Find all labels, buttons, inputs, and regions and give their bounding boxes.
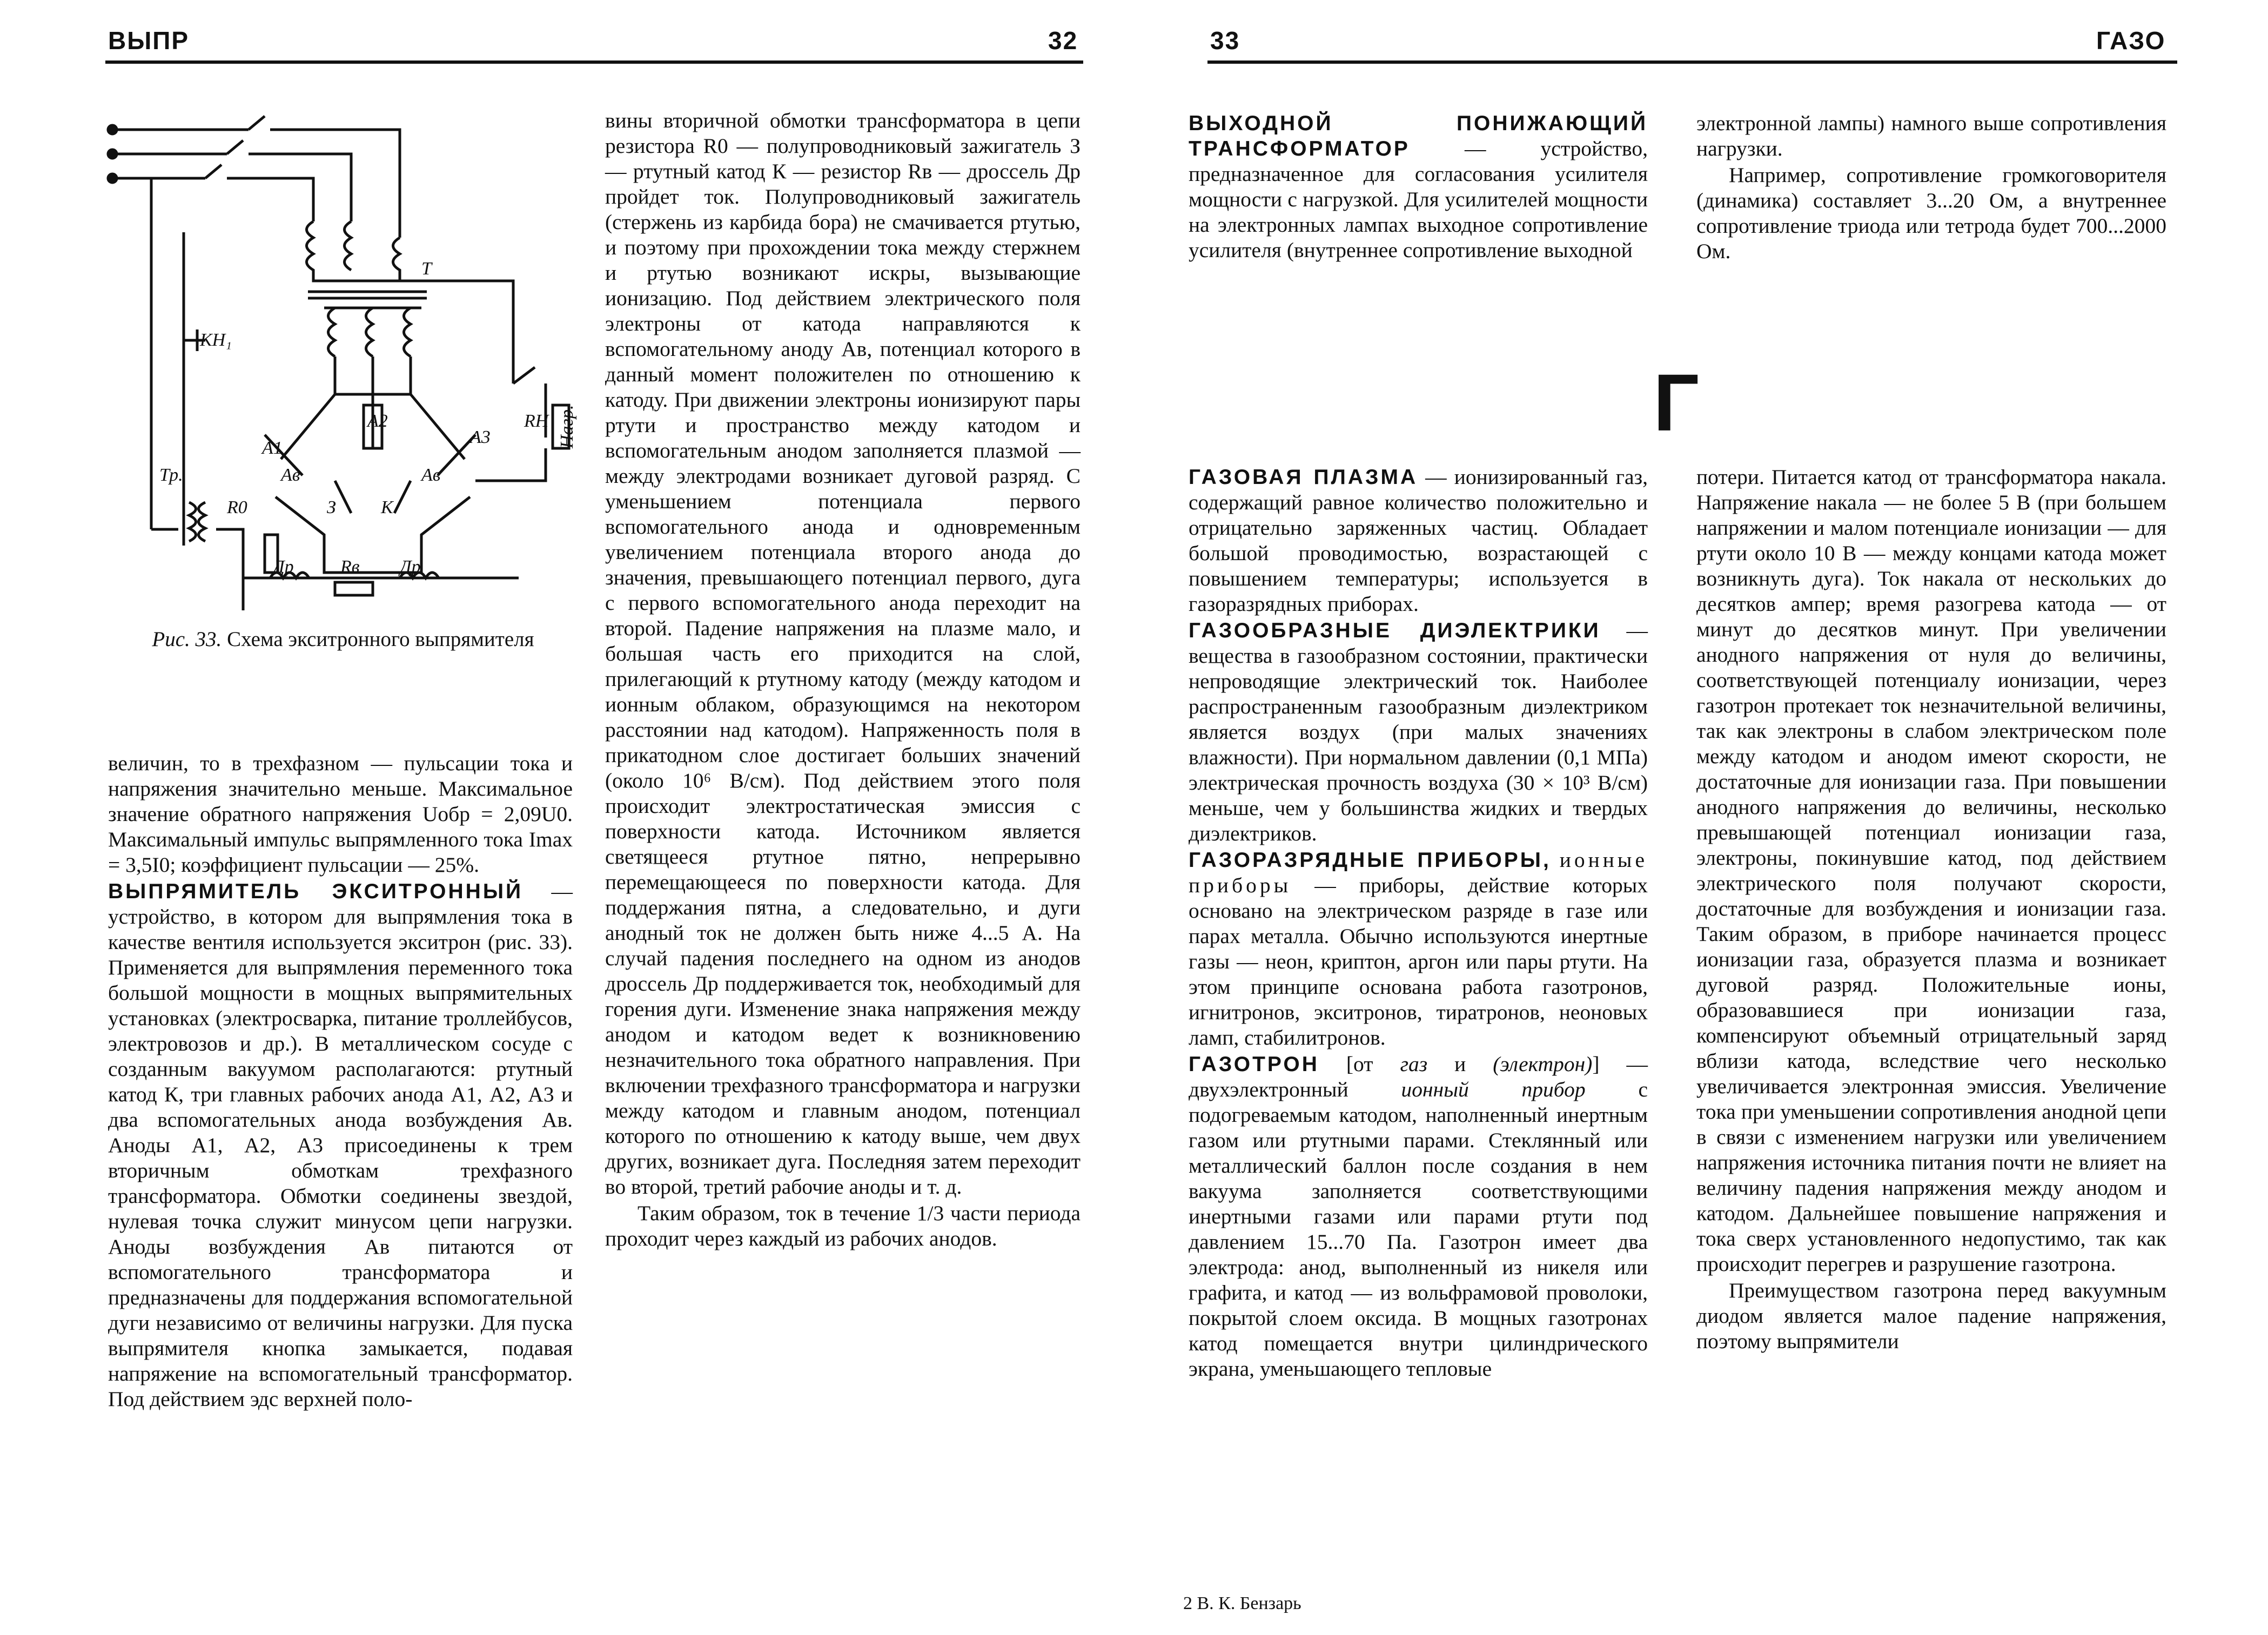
label-z: З <box>327 497 336 517</box>
entry-rectifier-term: ВЫПРЯМИТЕЛЬ ЭКСИТРОННЫЙ <box>108 880 524 903</box>
header-rule-left <box>105 60 1083 64</box>
column-4-top-text: электронной лампы) намного выше сопротивления нагрузки. <box>1696 111 2166 160</box>
label-a1: А1 <box>262 438 283 458</box>
entry-transformer-term: ВЫХОДНОЙ ПОНИЖАЮЩИЙ ТРАНСФОРМАТОР <box>1189 112 1648 160</box>
label-k: К <box>381 497 393 517</box>
entry-gasotron-body: с подогреваемым катодом, наполненный инертным газом или ртутными парами. Стеклянный или металлический баллон после создания в нем вакуума заполняется соответствующими инертными газами или парами ртути под давлением 15...70 Па. Газотрон имеет два электрода: анод, выполненный из никеля или графита, и катод — из вольфрамовой проволоки, покрытой слоем оксида. В мощных газотронах катод помещается внутри цилиндрического экрана, уменьшающего тепловые <box>1189 1078 1648 1381</box>
column-2-final: Таким образом, ток в течение 1/3 части периода проходит через каждый из рабочих анодов. <box>605 1201 1081 1250</box>
label-rv: Rв <box>340 557 360 577</box>
entry-gas-plasma-body: — ионизированный газ, содержащий равное количество положительно и отрицательно заряженных частиц. Обладает большой проводимостью, возрастающей с повышением температуры; используется в газоразрядных приборах. <box>1189 465 1648 616</box>
entry-transformer-body: — устройство, предназначенное для согласования усилителя мощности с нагрузкой. Для усилителей мощности на электронных лампах выходное сопротивление усилителя (внутреннее сопротивление выходной <box>1189 137 1648 262</box>
signature-footnote: 2 В. К. Бензарь <box>1183 1593 1301 1613</box>
column-4-top <box>1696 111 2166 264</box>
label-av-right: Ав <box>421 465 441 485</box>
figure-caption-text: Схема экситронного выпрямителя <box>227 628 534 651</box>
rectifier-schematic <box>97 103 616 610</box>
label-t: Т <box>421 259 432 279</box>
entry-gasotron-term: ГАЗОТРОН <box>1189 1053 1319 1076</box>
column-4 <box>1696 465 2166 1354</box>
figure-caption <box>108 627 578 652</box>
label-av-left: Ав <box>281 465 300 485</box>
entry-gas-plasma-term: ГАЗОВАЯ ПЛАЗМА <box>1189 466 1418 489</box>
label-r0: R0 <box>227 497 247 517</box>
label-tr: Тр. <box>159 465 183 485</box>
entry-gas-discharge-devices-alias: ионные приборы <box>1189 848 1648 897</box>
label-rn: RН <box>524 411 549 431</box>
running-head-left: ВЫПР <box>108 26 189 55</box>
entry-gas-dielectrics-body: — вещества в газообразном состоянии, практически непроводящие электрический ток. Наиболее распространенным газообразным диэлектриком является воздух (при малых значениях влажности). При нормальном давлении (0,1 МПа) электрическая прочность воздуха (30 × 10³ В/см) меньше, чем у большинства жидких и твердых диэлектриков. <box>1189 618 1648 845</box>
label-dr-right: Др <box>400 557 421 577</box>
entry-rectifier <box>108 879 573 1412</box>
column-1 <box>108 751 573 1412</box>
entry-gas-discharge-devices <box>1189 847 1648 1051</box>
section-letter: Г <box>1653 357 1700 448</box>
column-3-top <box>1189 111 1648 263</box>
column-2-text: вины вторичной обмотки трансформатора в цепи резистора R0 — полупроводниковый зажигатель З — ртутный катод К — резистор Rв — дроссель Др пройдет ток. Полупроводниковый зажигатель (стержень из карбида бора) не смачивается ртутью, и поэтому при прохождении тока между стержнем и ртутью возникают искры, вызывающие ионизацию. Под действием электрического поля электроны от катода направляются к вспомогательному аноду Ав, потенциал которого в данный момент положителен по отношению к катоду. При движении электроны ионизируют пары ртути и пространство между катодом и вспомогательным анодом заполняется плазмой — между электродами возникает дуговой разряд. С уменьшением потенциала первого вспомогательного анода и одновременным увеличением потенциала второго анода до значения, превышающего потенциал первого, дуга с первого вспомогательного анода переходит на второй. Падение напряжения на плазме мало, и большая часть его приходится на слой, прилегающий к ртутному катоду (между катодом и ионным облаком, образующимся на некотором расстоянии над катодом). Напряженность поля в прикатодном слое достигает больших значений (около 10⁶ В/см). Под действием этого поля происходит электростатическая эмиссия с поверхности катода. Источником является светящееся ртутное пятно, непрерывно перемещающееся по поверхности катода. Для поддержания пятна, а следовательно, и дуги анодный ток не должен быть ниже 4...5 А. На случай падения последнего на одном из анодов дроссель Др поддерживается ток, необходимый для горения дуги. Изменение знака напряжения между анодом и катодом ведет к возникновению незначительного тока обратного направления. При включении трехфазного трансформатора и нагрузки между катодом и главным анодом, потенциал которого по отношению к катоду выше, чем двух других, возникает дуга. Последняя затем переходит во второй, третий рабочие аноды и т. д. <box>605 109 1081 1199</box>
column-4-text: потери. Питается катод от трансформатора накала. Напряжение накала — не более 5 В (при большем напряжении и малом потенциале ионизации — для ртути около 10 В — между концами катода может возникнуть дуга). Ток накала от нескольких до десятков ампер; время разогрева катода — от минут до десятков минут. При увеличении анодного напряжения от нуля до величины, соответствующей потенциалу ионизации, через газотрон протекает ток незначительной величины, так как электроны в слабом электрическом поле между катодом и анодом имеют скорости, не достаточные для ионизации газа. При повышении анодного напряжения до величины, несколько превышающей потенциал ионизации газа, электроны, покинувшие катод, под действием электрического поля получают скорости, достаточные для возбуждения и ионизации газа. Таким образом, в приборе начинается процесс ионизации газа, образуется плазма и возникает дуговой разряд. Положительные ионы, образовавшиеся при ионизации газа, компенсируют объемный отрицательный заряд вблизи катода, вследствие чего несколько увеличивается электронная эмиссия. Увеличение тока при уменьшении сопротивления анодной цепи в связи с изменением нагрузки или увеличением напряжения источника питания почти не влияет на величину падения напряжения между анодом и катодом. Дальнейшее повышение напряжения и тока сверх установленного недопустимо, так как происходит перегрев и разрушение газотрона. <box>1696 465 2166 1276</box>
label-dr-left: Др <box>273 557 294 577</box>
entry-gas-discharge-devices-term: ГАЗОРАЗРЯДНЫЕ ПРИБОРЫ, <box>1189 849 1551 872</box>
entry-gasotron-etym-tron: (электрон) <box>1493 1052 1593 1076</box>
entry-gas-dielectrics <box>1189 618 1648 846</box>
column-3 <box>1189 465 1648 1382</box>
running-head-right: ГАЗО <box>2096 26 2166 55</box>
header-rule-right <box>1207 60 2177 64</box>
entry-gasotron-etym-and: и <box>1427 1052 1493 1076</box>
label-a2: А2 <box>367 411 388 431</box>
entry-gas-discharge-devices-body: — приборы, действие которых основано на электрическом разряде в газе или парах металла. Обычно используются инертные газы — неон, криптон, аргон или пары ртути. На этом принципе основана работа газотронов, игнитронов, экситронов, тиратронов, неоновых ламп, стабилитронов. <box>1189 873 1648 1049</box>
page-number-left: 32 <box>1048 26 1078 55</box>
entry-transformer <box>1189 111 1648 263</box>
entry-gasotron-ion-device: ионный прибор <box>1401 1078 1586 1101</box>
column-4-top-example: Например, сопротивление громкоговорителя (динамика) составляет 3...20 Ом, а внутреннее сопротивление триода или тетрода будет 700...2000 Ом. <box>1696 163 2166 263</box>
entry-gasotron-etym-close: ] — двухэлектронный <box>1189 1052 1648 1101</box>
entry-gas-plasma <box>1189 465 1648 617</box>
entry-rectifier-body: — устройство, в котором для выпрямления тока в качестве вентиля используется экситрон (рис. 33). Применяется для выпрямления переменного тока большой мощности в мощных выпрямительных установках (электросварка, питание троллейбусов, электровозов и др.). В металлическом сосуде с созданным вакуумом располагаются: ртутный катод К, три главных рабочих анода А1, А2, А3 и два вспомогательных анода возбуждения Ав. Аноды А1, А2, А3 присоединены к трем вторичным обмоткам трехфазного трансформатора. Обмотки соединены звездой, нулевая точка служит минусом цепи нагрузки. Аноды возбуждения Ав питаются от вспомогательного трансформатора и предназначены для поддержания вспомогательной дуги независимо от величины нагрузки. Для пуска выпрямителя кнопка замыкается, подавая напряжение на вспомогательный трансформатор. Под действием эдс верхней поло- <box>108 879 573 1411</box>
entry-gasotron <box>1189 1052 1648 1382</box>
label-kn: КН₁ <box>200 330 232 350</box>
page-number-right: 33 <box>1210 26 1240 55</box>
label-a3: А3 <box>470 427 491 447</box>
entry-gas-dielectrics-term: ГАЗООБРАЗНЫЕ ДИЭЛЕКТРИКИ <box>1189 619 1601 642</box>
column-1-continuation: величин, то в трехфазном — пульсации тока и напряжения значительно меньше. Максимальное значение обратного напряжения Uобр = 2,09U0. Максимальный импульс выпрямленного тока Imax = 3,5I0; коэффициент пульсации — 25%. <box>108 751 573 877</box>
figure-caption-label: Рис. 33. <box>152 628 222 651</box>
entry-gasotron-etym-open: [от <box>1319 1052 1400 1076</box>
column-2 <box>605 108 1081 1252</box>
entry-gasotron-etym-gas: газ <box>1400 1052 1428 1076</box>
label-nagr: Нагр. <box>557 405 577 448</box>
column-4-final: Преимуществом газотрона перед вакуумным диодом является малое падение напряжения, поэтому выпрямители <box>1696 1279 2166 1353</box>
